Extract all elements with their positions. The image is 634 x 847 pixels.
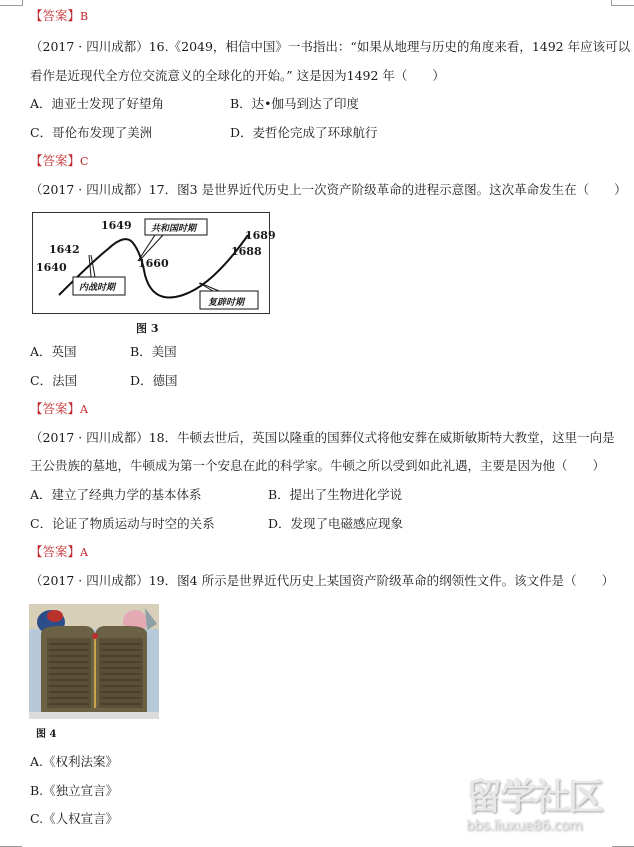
option-c: C．论证了物质运动与时空的关系 [30,516,215,531]
option-b: B.《独立宣言》 [30,783,119,798]
declaration-painting-icon [29,604,159,719]
year-label: 1689 [245,229,276,242]
answer-line [30,543,88,562]
question-18-text: （2017 · 四川成都）18．牛顿去世后，英国以隆重的国葬仪式将他安葬在威斯敏斯特大教堂，这里一向是 [30,430,615,445]
question-18-text: 王公贵族的墓地，牛顿成为第一个安息在此的科学家。牛顿之所以受到如此礼遇，主要是因为他（ ） [30,458,606,473]
figure-3-revolution-diagram [32,212,276,314]
option-c: C．哥伦布发现了美洲 [30,125,153,140]
option-b: B．达•伽马到达了印度 [230,96,360,111]
option-a: A．建立了经典力学的基本体系 [30,487,202,502]
figure-4-caption: 图 4 [36,729,57,740]
site-watermark [466,778,626,838]
answer-line [30,400,88,419]
answer-label: 【答案】 [30,153,81,168]
option-b: B．美国 [130,344,177,359]
year-label: 1660 [138,257,169,270]
page-corner-mark [0,0,23,6]
answer-value: A [80,546,88,559]
answer-label: 【答案】 [30,8,81,23]
period-label: 共和国时期 [151,224,197,234]
answer-line [30,7,88,26]
figure-4-declaration-image [29,604,159,719]
watermark-title: 留学社区 [466,777,603,818]
answer-line [30,152,88,171]
option-d: D．发现了电磁感应现象 [268,516,404,531]
answer-value: B [80,10,89,23]
option-a: A.《权利法案》 [30,754,119,769]
option-c: C.《人权宣言》 [30,811,119,826]
option-a: A．迪亚士发现了好望角 [30,96,165,111]
option-c: C．法国 [30,373,78,388]
question-16-text: （2017 · 四川成都）16.《2049，相信中国》一书指出：“如果从地理与历史的角度来看，1492 年应该可以 [30,39,631,54]
page-corner-mark [611,0,634,6]
year-label: 1640 [36,261,67,274]
option-d: D．德国 [130,373,178,388]
year-label: 1642 [49,243,80,256]
answer-value: C [80,155,89,168]
option-b: B．提出了生物进化学说 [268,487,403,502]
answer-value: A [80,403,88,416]
figure-3-caption: 图 3 [136,322,159,335]
question-16-text: 看作是近现代全方位交流意义的全球化的开始。” 这是因为1492 年（ ） [30,68,445,83]
option-a: A．英国 [30,344,77,359]
answer-label: 【答案】 [30,401,81,416]
option-d: D．麦哲伦完成了环球航行 [230,125,378,140]
watermark-url: bbs.liuxue86.com [466,818,583,834]
period-label: 内战时期 [79,283,116,293]
year-label: 1649 [101,219,132,232]
question-19-text: （2017 · 四川成都）19．图4 所示是世界近代历史上某国资产阶级革命的纲领性文件。该文件是（ ） [30,573,615,588]
question-17-text: （2017 · 四川成都）17．图3 是世界近代历史上一次资产阶级革命的进程示意图。这次革命发生在（ ） [30,182,627,197]
period-label: 复辟时期 [208,298,245,308]
year-label: 1688 [231,245,262,258]
answer-label: 【答案】 [30,544,81,559]
